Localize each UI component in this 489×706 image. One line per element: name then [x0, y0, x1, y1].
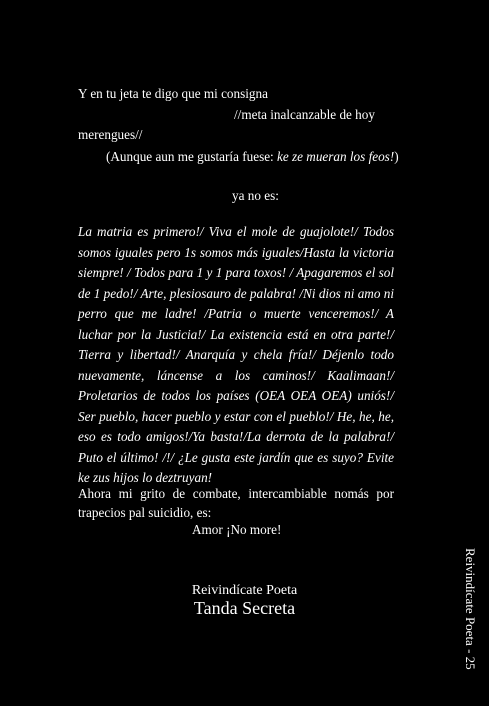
signature-author: Tanda Secreta — [193, 598, 296, 618]
signature-title: Reivindícate Poeta — [191, 583, 298, 598]
closing-paragraph: Ahora mi grito de combate, intercambiable nomás por trapecios pal suicidio, es: — [78, 486, 394, 520]
poem-line-3: merengues// — [78, 127, 143, 142]
running-footer: Reivindícate Poeta - 25 — [463, 548, 478, 670]
slogans-paragraph: La matria es primero!/ Viva el mole de guajolote!/ Todos somos iguales pero 1s somos más iguales/Hasta la victoria siempre! / Todos para 1 y 1 para toxos! / Apagaremos el sol de 1 pedo!/ Arte, plesiosauro de palabra! /Ni dios ni amo ni perro que me ladre! /Patria o muerte venceremos!/ A luchar por la Justicia!/ La existencia está en otra parte!/ Tierra y libertad!/ Anarquía y chela fría!/ Déjenlo todo nuevamente, láncense a los caminos!/ Kaalimaan!/ Proletarios de todos los países (OEA OEA OEA) uniós!/ Ser pueblo, hacer pueblo y estar con el pueblo!/ He, he, he, eso es todo amigos!/Ya basta!/La derrota de la palabra!/ Puto el último! /!/ ¿Le gusta este jardín que es suyo? Evite ke zus hijos lo deztruyan! — [78, 224, 394, 485]
poem-line-4-italic: ke ze mueran los feos! — [277, 149, 395, 164]
poem-line-2: //meta inalcanzable de hoy — [234, 107, 375, 122]
poem-line-1: Y en tu jeta te digo que mi consigna — [78, 86, 268, 101]
poem-line-4-end: ) — [394, 149, 399, 164]
closing-line: Amor ¡No more! — [192, 522, 282, 537]
poem-line-4-plain: (Aunque aun me gustaría fuese: — [106, 149, 278, 164]
poem-line-5: ya no es: — [232, 188, 279, 203]
poem-line-4 — [106, 149, 399, 165]
